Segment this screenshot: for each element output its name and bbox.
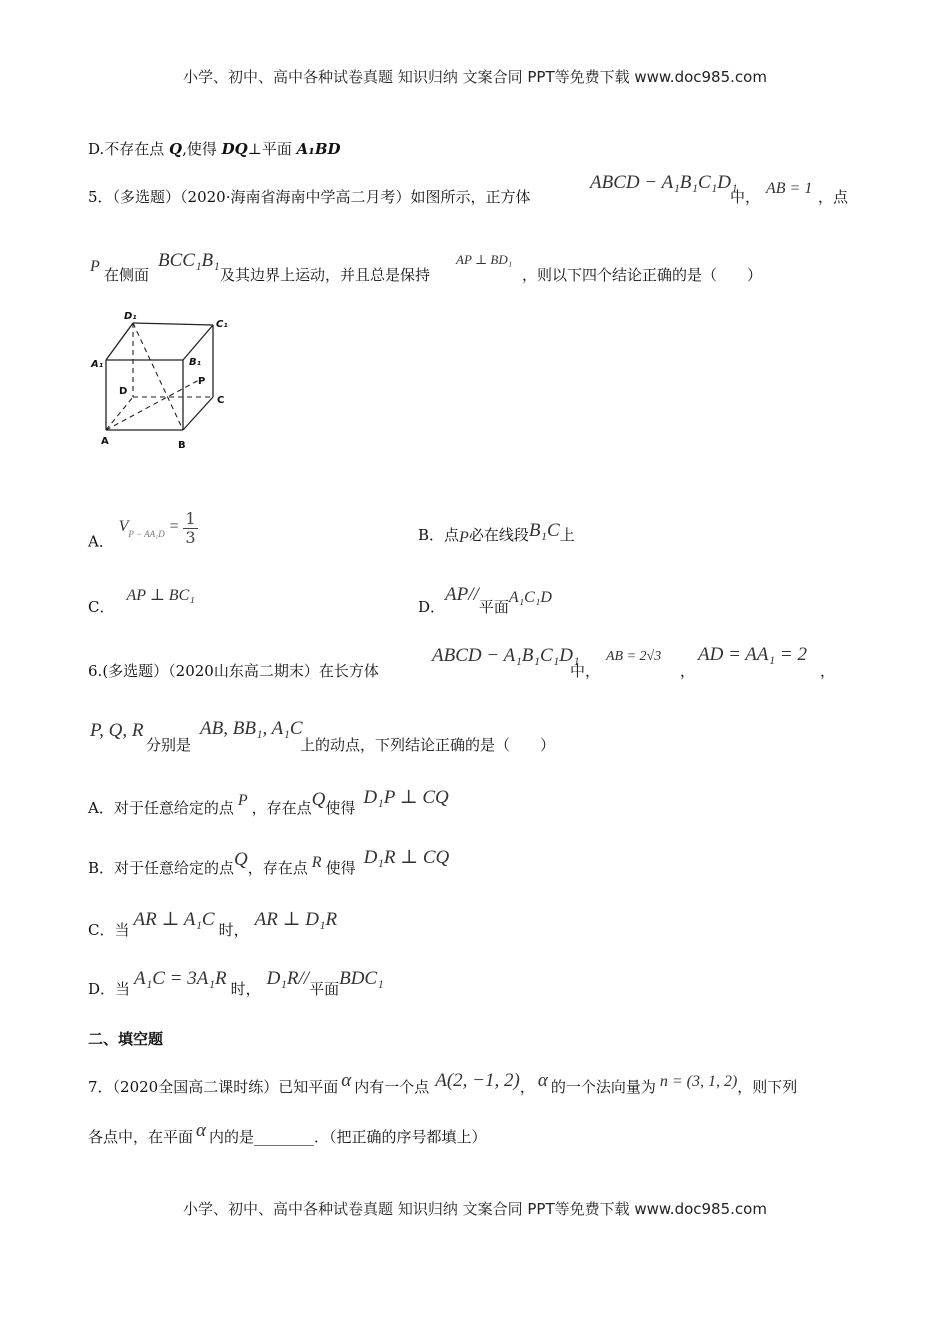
page-header: 小学、初中、高中各种试卷真题 知识归纳 文案合同 PPT等免费下载 www.doc985.com [183,68,767,86]
q5-option-d: D．AP//平面A₁C₁D [418,584,552,616]
fig-label-p: P [198,376,206,387]
q5-option-a: A． $V^{P - AA_1D}$ = $\frac{1}{3}$ [88,509,196,551]
fig-label-c1: C₁ [216,319,228,330]
fig-label-d: D [119,386,128,397]
q5-option-a-fraction: $\frac{1}{3}$ [185,509,196,547]
q6-number: 6. [88,662,103,680]
fig-label-b1: B₁ [189,357,202,368]
q6-option-d: D．当 A₁C = 3A₁R 时， D₁R//平面BDC₁ [88,968,384,998]
q6-ad-expr: AD = AA₁ = 2 [698,644,807,665]
q5-stem-line1: 5．（多选题）（2020·海南省海南中学高二月考）如图所示，正方体 [88,188,531,206]
q7-stem-line2: 各点中，在平面 α 内的是________．（把正确的序号都填上） [88,1120,487,1146]
fig-label-b: B [178,440,186,451]
q7-stem-line1: 7．（2020全国高二课时练）已知平面 α 内有一个点 A(2, −1, 2)， α 的一个法向量为 n = (3, 1, 2)，则下列 [88,1070,798,1096]
fig-label-d1: D₁ [124,311,137,322]
q5-face-expr: BCC₁B₁ [158,250,220,271]
q5-option-b: B．点P必在线段B₁C上 [418,520,575,546]
fig-label-a: A [101,436,109,447]
q6-stem-line1: 6.(多选题）（2020山东高二期末）在长方体 [88,662,379,680]
q5-option-c: C．AP ⊥ BC₁ [88,587,195,616]
fig-label-a1: A₁ [91,359,104,370]
q7-number: 7． [88,1078,113,1096]
q6-box-expr: ABCD − A₁B₁C₁D₁ [432,645,580,666]
q5-number: 5． [88,188,113,206]
q6-pqr: P, Q, R [90,720,144,741]
q5-ab-expr: AB = 1 [766,180,813,197]
q6-ab-expr: AB = 2√3 [606,649,662,664]
q5-cube-figure [86,305,246,455]
page-footer: 小学、初中、高中各种试卷真题 知识归纳 文案合同 PPT等免费下载 www.doc985.com [183,1200,767,1218]
fig-label-c: C [217,395,225,406]
q6-option-a: A．对于任意给定的点 P ，存在点Q使得 D₁P ⊥ CQ [88,787,449,817]
section-heading-fill-in: 二、填空题 [88,1030,164,1048]
q6-option-b: B．对于任意给定的点Q，存在点 R 使得 D₁R ⊥ CQ [88,847,450,877]
q4-option-d: D.不存在点 Q,使得 DQ⊥平面 A₁BD [88,140,341,158]
q5-condition-expr: AP ⊥ BD₁ [456,252,513,267]
q6-option-c: C．当 AR ⊥ A₁C 时， AR ⊥ D₁R [88,909,338,939]
q5-cube-expr: ABCD − A₁B₁C₁D₁ [590,172,738,193]
q6-segments: AB, BB₁, A₁C [200,718,303,739]
